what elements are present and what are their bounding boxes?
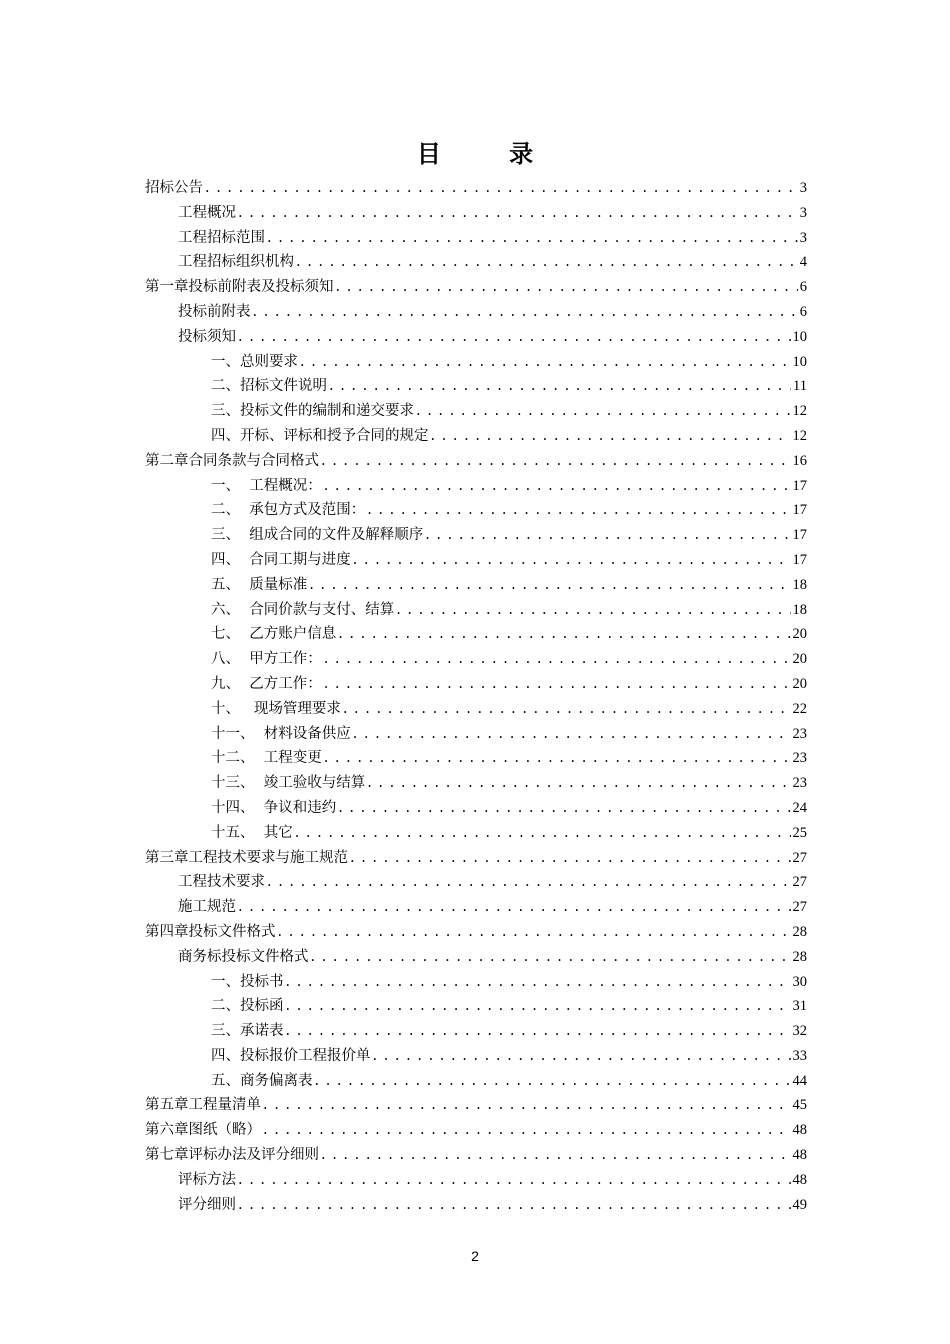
toc-entry[interactable] [145, 424, 807, 449]
toc-entry-label: 第七章评标办法及评分细则 [145, 1147, 319, 1164]
toc-dot-leader [286, 970, 791, 995]
toc-entry-page: 6 [799, 279, 807, 296]
toc-entry[interactable] [145, 895, 807, 920]
toc-entry[interactable] [145, 1118, 807, 1143]
toc-entry[interactable] [145, 1093, 807, 1118]
toc-entry[interactable] [145, 598, 807, 623]
toc-dot-leader [431, 424, 791, 449]
toc-entry-label: 二、 承包方式及范围： [211, 502, 366, 519]
page-number: 2 [471, 1248, 479, 1264]
toc-entry[interactable] [145, 300, 807, 325]
toc-entry-label: 十四、 争议和违约 [211, 799, 337, 816]
toc-entry-page: 24 [792, 799, 807, 816]
toc-entry-label: 第六章图纸（略） [145, 1122, 261, 1139]
toc-dot-leader [425, 523, 790, 548]
toc-entry[interactable] [145, 746, 807, 771]
toc-entry-label: 五、商务偏离表 [211, 1072, 313, 1089]
toc-dot-leader [329, 374, 791, 399]
toc-dot-leader [315, 1069, 791, 1094]
toc-entry[interactable] [145, 870, 807, 895]
toc-dot-leader [338, 622, 790, 647]
toc-entry-page: 20 [792, 626, 807, 643]
toc-entry[interactable] [145, 474, 807, 499]
toc-entry-label: 第四章投标文件格式 [145, 923, 276, 940]
toc-entry-label: 十一、 材料设备供应 [211, 725, 351, 742]
toc-entry-label: 十五、 其它 [211, 824, 293, 841]
toc-entry[interactable] [145, 994, 807, 1019]
toc-entry-label: 三、投标文件的编制和递交要求 [211, 403, 414, 420]
toc-dot-leader [324, 647, 791, 672]
toc-entry[interactable] [145, 275, 807, 300]
toc-entry-label: 五、 质量标准 [211, 576, 308, 593]
toc-entry-page: 27 [792, 899, 807, 916]
toc-entry-label: 三、 组成合同的文件及解释顺序 [211, 527, 424, 544]
toc-entry[interactable] [145, 548, 807, 573]
toc-entry-page: 28 [792, 923, 807, 940]
toc-entry[interactable] [145, 920, 807, 945]
toc-entry-label: 第五章工程量清单 [145, 1097, 261, 1114]
toc-entry-page: 16 [792, 452, 807, 469]
toc-entry[interactable] [145, 821, 807, 846]
toc-entry-page: 4 [799, 254, 807, 271]
toc-dot-leader [321, 1143, 791, 1168]
toc-entry[interactable] [145, 647, 807, 672]
toc-dot-leader [338, 796, 790, 821]
toc-entry[interactable] [145, 374, 807, 399]
toc-entry-label: 九、 乙方工作： [211, 675, 322, 692]
toc-dot-leader [238, 895, 791, 920]
toc-entry-page: 25 [792, 824, 807, 841]
toc-dot-leader [353, 548, 791, 573]
toc-entry[interactable] [145, 226, 807, 251]
toc-entry-page: 49 [792, 1196, 807, 1213]
toc-entry[interactable] [145, 325, 807, 350]
toc-dot-leader [373, 1044, 791, 1069]
toc-entry-page: 3 [799, 204, 807, 221]
toc-entry-label: 第一章投标前附表及投标须知 [145, 279, 334, 296]
toc-entry[interactable] [145, 1143, 807, 1168]
toc-entry-page: 10 [792, 353, 807, 370]
toc-entry-page: 18 [792, 601, 807, 618]
toc-dot-leader [324, 474, 791, 499]
toc-entry[interactable] [145, 1019, 807, 1044]
toc-entry-page: 48 [792, 1147, 807, 1164]
toc-entry-label: 投标须知 [178, 328, 236, 345]
toc-entry[interactable] [145, 672, 807, 697]
toc-entry-page: 12 [792, 427, 807, 444]
toc-entry-label: 三、承诺表 [211, 1023, 284, 1040]
toc-entry-label: 评标方法 [178, 1171, 236, 1188]
toc-entry-label: 二、招标文件说明 [211, 378, 327, 395]
toc-entry[interactable] [145, 350, 807, 375]
toc-entry[interactable] [145, 399, 807, 424]
toc-entry[interactable] [145, 970, 807, 995]
toc-entry[interactable] [145, 1044, 807, 1069]
toc-entry-label: 工程招标范围 [178, 229, 265, 246]
toc-dot-leader [295, 821, 791, 846]
toc-entry-label: 第二章合同条款与合同格式 [145, 452, 319, 469]
toc-dot-leader [396, 598, 790, 623]
toc-dot-leader [238, 1193, 791, 1218]
toc-entry-label: 投标前附表 [178, 303, 251, 320]
toc-entry-page: 17 [792, 527, 807, 544]
toc-dot-leader [238, 201, 798, 226]
toc-entry-label: 工程招标组织机构 [178, 254, 294, 271]
toc-entry[interactable] [145, 201, 807, 226]
toc-entry[interactable] [145, 1069, 807, 1094]
toc-dot-leader [238, 325, 791, 350]
toc-entry[interactable] [145, 945, 807, 970]
toc-dot-leader [267, 870, 791, 895]
toc-entry[interactable] [145, 1193, 807, 1218]
toc-entry-label: 四、 合同工期与进度 [211, 551, 351, 568]
toc-dot-leader [263, 1093, 791, 1118]
toc-entry[interactable] [145, 697, 807, 722]
toc-entry-page: 3 [799, 180, 807, 196]
page-title: 目 录 [416, 139, 564, 168]
toc-entry-page: 48 [792, 1171, 807, 1188]
toc-entry[interactable] [145, 846, 807, 871]
toc-entry[interactable] [145, 498, 807, 523]
toc-entry-page: 11 [793, 378, 807, 395]
toc-entry-page: 20 [792, 675, 807, 692]
toc-entry-page: 31 [792, 998, 807, 1015]
toc-entry-page: 32 [792, 1023, 807, 1040]
toc-entry-page: 20 [792, 651, 807, 668]
toc-dot-leader [300, 350, 791, 375]
toc-entry-label: 商务标投标文件格式 [178, 948, 309, 965]
toc-dot-leader [311, 945, 791, 970]
toc-dot-leader [267, 226, 798, 251]
table-of-contents [145, 176, 807, 1217]
toc-entry-label: 第三章工程技术要求与施工规范 [145, 849, 348, 866]
toc-entry-page: 30 [792, 973, 807, 990]
toc-entry-page: 23 [792, 750, 807, 767]
toc-entry-label: 十二、 工程变更 [211, 750, 322, 767]
toc-entry-page: 23 [792, 725, 807, 742]
toc-dot-leader [309, 573, 790, 598]
toc-entry-page: 18 [792, 576, 807, 593]
toc-entry-label: 八、 甲方工作： [211, 651, 322, 668]
toc-entry-label: 六、 合同价款与支付、结算 [211, 601, 395, 618]
toc-dot-leader [353, 722, 791, 747]
toc-dot-leader [350, 846, 791, 871]
toc-dot-leader [286, 994, 791, 1019]
toc-entry-label: 二、投标函 [211, 998, 284, 1015]
toc-entry[interactable] [145, 796, 807, 821]
toc-entry[interactable] [145, 523, 807, 548]
toc-entry-page: 6 [799, 303, 807, 320]
toc-dot-leader [336, 275, 798, 300]
toc-entry[interactable] [145, 449, 807, 474]
toc-entry-label: 施工规范 [178, 899, 236, 916]
toc-entry-page: 33 [792, 1047, 807, 1064]
toc-entry-label: 十、 现场管理要求 [211, 700, 341, 717]
toc-entry-label: 七、 乙方账户信息 [211, 626, 337, 643]
toc-entry[interactable] [145, 573, 807, 598]
toc-dot-leader [238, 1168, 791, 1193]
toc-entry-label: 工程技术要求 [178, 874, 265, 891]
toc-entry-page: 45 [792, 1097, 807, 1114]
toc-entry-label: 一、 工程概况： [211, 477, 322, 494]
toc-dot-leader [367, 771, 790, 796]
toc-entry[interactable] [145, 1168, 807, 1193]
toc-entry[interactable] [145, 771, 807, 796]
toc-entry-label: 招标公告 [145, 180, 203, 196]
toc-entry-label: 一、投标书 [211, 973, 284, 990]
toc-entry-page: 28 [792, 948, 807, 965]
toc-entry-label: 评分细则 [178, 1196, 236, 1213]
toc-entry-label: 一、总则要求 [211, 353, 298, 370]
toc-dot-leader [263, 1118, 791, 1143]
toc-entry-page: 44 [792, 1072, 807, 1089]
toc-dot-leader [324, 746, 791, 771]
toc-entry-page: 3 [799, 229, 807, 246]
toc-entry-page: 27 [792, 874, 807, 891]
toc-entry[interactable] [145, 250, 807, 275]
toc-entry-label: 十三、 竣工验收与结算 [211, 775, 366, 792]
toc-dot-leader [367, 498, 790, 523]
toc-dot-leader [278, 920, 791, 945]
toc-entry-page: 12 [792, 403, 807, 420]
toc-entry-page: 27 [792, 849, 807, 866]
toc-entry-page: 17 [792, 551, 807, 568]
toc-dot-leader [321, 449, 791, 474]
toc-dot-leader [324, 672, 791, 697]
toc-entry-page: 10 [792, 328, 807, 345]
toc-entry-page: 48 [792, 1122, 807, 1139]
toc-entry-label: 四、投标报价工程报价单 [211, 1047, 371, 1064]
toc-dot-leader [286, 1019, 791, 1044]
toc-entry-label: 工程概况 [178, 204, 236, 221]
toc-dot-leader [343, 697, 791, 722]
toc-dot-leader [205, 176, 798, 201]
toc-dot-leader [296, 250, 798, 275]
toc-entry-label: 四、开标、评标和授予合同的规定 [211, 427, 429, 444]
toc-entry[interactable] [145, 722, 807, 747]
toc-dot-leader [416, 399, 791, 424]
toc-dot-leader [253, 300, 798, 325]
toc-entry-page: 22 [792, 700, 807, 717]
toc-entry[interactable] [145, 622, 807, 647]
toc-entry-page: 23 [792, 775, 807, 792]
toc-entry[interactable] [145, 176, 807, 201]
toc-entry-page: 17 [792, 502, 807, 519]
toc-entry-page: 17 [792, 477, 807, 494]
